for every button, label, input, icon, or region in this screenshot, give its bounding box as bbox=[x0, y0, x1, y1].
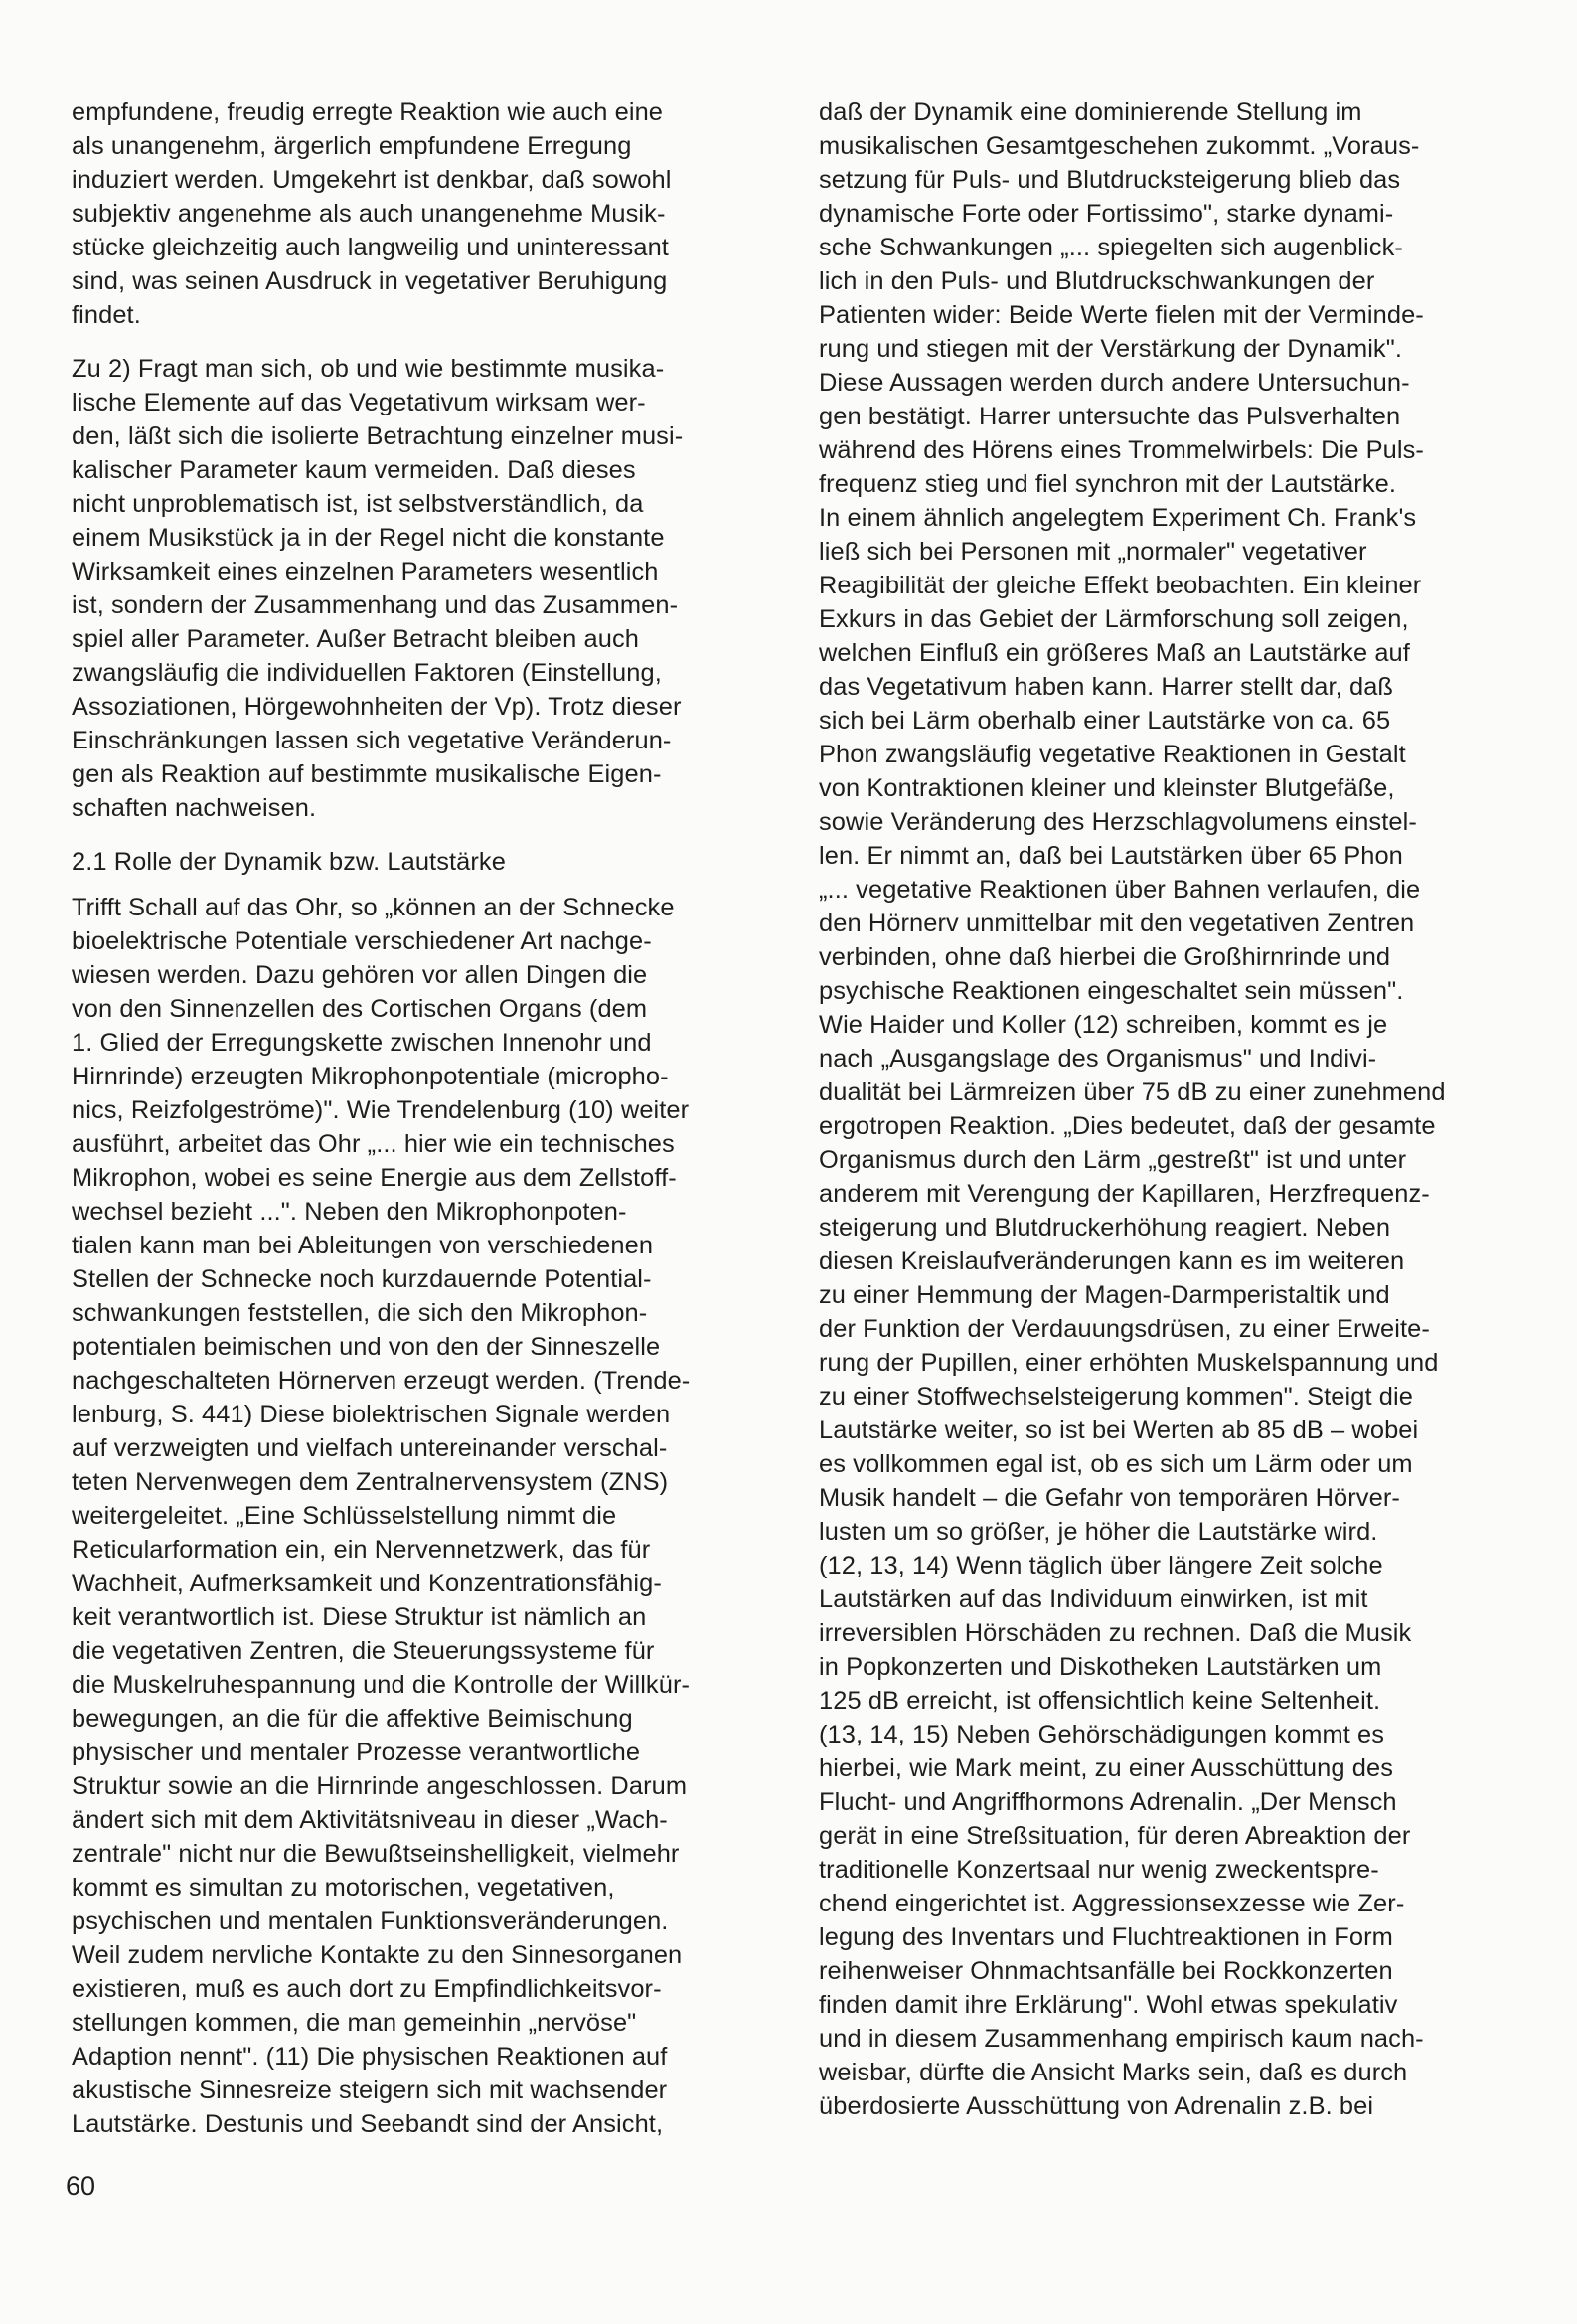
right-paragraph bbox=[819, 95, 1520, 2123]
text-line: wiesen werden. Dazu gehören vor allen Dingen die bbox=[72, 961, 648, 989]
text-line: weisbar, dürfte die Ansicht Marks sein, daß es durch bbox=[819, 2059, 1408, 2086]
text-line: In einem ähnlich angelegtem Experiment Ch. Frank's bbox=[819, 504, 1417, 532]
text-line: findet. bbox=[72, 301, 141, 329]
text-line: (12, 13, 14) Wenn täglich über längere Zeit solche bbox=[819, 1552, 1383, 1579]
text-line: wechsel bezieht ...". Neben den Mikrophonpoten- bbox=[72, 1198, 627, 1226]
text-line: zu einer Hemmung der Magen-Darmperistaltik und bbox=[819, 1281, 1390, 1309]
text-line: Exkurs in das Gebiet der Lärmforschung soll zeigen, bbox=[819, 605, 1409, 633]
text-line: bewegungen, an die für die affektive Beimischung bbox=[72, 1705, 633, 1733]
text-line: psychische Reaktionen eingeschaltet sein müssen". bbox=[819, 977, 1404, 1005]
text-line: zu einer Stoffwechselsteigerung kommen". Steigt die bbox=[819, 1383, 1413, 1411]
text-line: einem Musikstück ja in der Regel nicht die konstante bbox=[72, 524, 665, 552]
paragraph-3 bbox=[72, 891, 765, 2141]
text-line: keit verantwortlich ist. Diese Struktur ist nämlich an bbox=[72, 1603, 647, 1631]
text-line: irreversiblen Hörschäden zu rechnen. Daß die Musik bbox=[819, 1619, 1412, 1647]
text-line: Flucht- und Angriffhormons Adrenalin. „Der Mensch bbox=[819, 1788, 1397, 1816]
text-line: akustische Sinnesreize steigern sich mit wachsender bbox=[72, 2076, 668, 2104]
text-line: Wie Haider und Koller (12) schreiben, kommt es je bbox=[819, 1011, 1388, 1039]
text-line: lische Elemente auf das Vegetativum wirksam wer- bbox=[72, 389, 646, 416]
text-line: in Popkonzerten und Diskotheken Lautstärken um bbox=[819, 1653, 1382, 1681]
text-line: kommt es simultan zu motorischen, vegetativen, bbox=[72, 1874, 615, 1902]
text-line: induziert werden. Umgekehrt ist denkbar, daß sowohl bbox=[72, 166, 672, 194]
text-line: zwangsläufig die individuellen Faktoren (Einstellung, bbox=[72, 659, 662, 687]
text-line: nicht unproblematisch ist, ist selbstverständlich, da bbox=[72, 490, 644, 518]
text-line: stellungen kommen, die man gemeinhin „nervöse" bbox=[72, 2009, 637, 2037]
text-line: setzung für Puls- und Blutdrucksteigerung blieb das bbox=[819, 166, 1401, 194]
text-line: Hirnrinde) erzeugten Mikrophonpotentiale (micropho- bbox=[72, 1063, 669, 1090]
text-line: ändert sich mit dem Aktivitätsniveau in dieser „Wach- bbox=[72, 1806, 668, 1834]
text-line: empfundene, freudig erregte Reaktion wie auch eine bbox=[72, 98, 664, 126]
text-line: dynamische Forte oder Fortissimo", starke dynami- bbox=[819, 200, 1394, 228]
text-line: hierbei, wie Mark meint, zu einer Ausschüttung des bbox=[819, 1754, 1393, 1782]
text-line: ist, sondern der Zusammenhang und das Zusammen- bbox=[72, 591, 679, 619]
text-line: lusten um so größer, je höher die Lautstärke wird. bbox=[819, 1518, 1378, 1546]
text-line: welchen Einfluß ein größeres Maß an Lautstärke auf bbox=[819, 639, 1410, 667]
text-line: von den Sinnenzellen des Cortischen Organs (dem bbox=[72, 995, 648, 1023]
text-line: das Vegetativum haben kann. Harrer stellt dar, daß bbox=[819, 673, 1394, 701]
text-line: len. Er nimmt an, daß bei Lautstärken über 65 Phon bbox=[819, 842, 1403, 870]
text-line: daß der Dynamik eine dominierende Stellung im bbox=[819, 98, 1362, 126]
text-line: sowie Veränderung des Herzschlagvolumens einstel- bbox=[819, 808, 1417, 836]
text-line: nach „Ausgangslage des Organismus" und Indivi- bbox=[819, 1045, 1377, 1073]
text-line: schaften nachweisen. bbox=[72, 794, 317, 822]
text-line: gen bestätigt. Harrer untersuchte das Pulsverhalten bbox=[819, 403, 1401, 430]
text-line: Mikrophon, wobei es seine Energie aus dem Zellstoff- bbox=[72, 1164, 677, 1192]
text-line: ausführt, arbeitet das Ohr „... hier wie ein technisches bbox=[72, 1130, 675, 1158]
text-line: anderem mit Verengung der Kapillaren, Herzfrequenz- bbox=[819, 1180, 1430, 1208]
text-line: Reagibilität der gleiche Effekt beobachten. Ein kleiner bbox=[819, 572, 1422, 599]
text-line: sind, was seinen Ausdruck in vegetativer Beruhigung bbox=[72, 267, 668, 295]
text-line: Diese Aussagen werden durch andere Untersuchun- bbox=[819, 369, 1410, 397]
text-line: subjektiv angenehme als auch unangenehme Musik- bbox=[72, 200, 666, 228]
text-line: (13, 14, 15) Neben Gehörschädigungen kommt es bbox=[819, 1721, 1385, 1748]
text-line: ergotropen Reaktion. „Dies bedeutet, daß der gesamte bbox=[819, 1112, 1436, 1140]
text-line: „... vegetative Reaktionen über Bahnen verlaufen, die bbox=[819, 876, 1421, 904]
text-line: nachgeschalteten Hörnerven erzeugt werden. (Trende- bbox=[72, 1367, 691, 1395]
text-line: finden damit ihre Erklärung". Wohl etwas spekulativ bbox=[819, 1991, 1398, 2019]
right-column bbox=[819, 95, 1520, 2123]
text-line: ließ sich bei Personen mit „normaler" vegetativer bbox=[819, 538, 1367, 566]
text-line: lenburg, S. 441) Diese biolektrischen Signale werden bbox=[72, 1401, 671, 1428]
text-line: Patienten wider: Beide Werte fielen mit der Verminde- bbox=[819, 301, 1424, 329]
text-line: sich bei Lärm oberhalb einer Lautstärke von ca. 65 bbox=[819, 707, 1391, 735]
text-line: Lautstärken auf das Individuum einwirken, ist mit bbox=[819, 1585, 1368, 1613]
text-line: bioelektrische Potentiale verschiedener Art nachge- bbox=[72, 927, 652, 955]
text-line: während des Hörens eines Trommelwirbels: Die Puls- bbox=[819, 436, 1424, 464]
text-line: Organismus durch den Lärm „gestreßt" ist und unter bbox=[819, 1146, 1407, 1174]
text-line: Zu 2) Fragt man sich, ob und wie bestimmte musika- bbox=[72, 355, 665, 383]
text-line: Einschränkungen lassen sich vegetative Veränderun- bbox=[72, 727, 672, 754]
text-line: legung des Inventars und Fluchtreaktionen in Form bbox=[819, 1923, 1393, 1951]
left-column bbox=[72, 95, 765, 2141]
text-line: 1. Glied der Erregungskette zwischen Innenohr und bbox=[72, 1029, 652, 1057]
text-line: Lautstärke. Destunis und Seebandt sind der Ansicht, bbox=[72, 2110, 664, 2138]
text-line: sche Schwankungen „... spiegelten sich augenblick- bbox=[819, 234, 1403, 261]
text-line: rung der Pupillen, einer erhöhten Muskelspannung und bbox=[819, 1349, 1439, 1377]
text-line: lich in den Puls- und Blutdruckschwankungen der bbox=[819, 267, 1375, 295]
text-line: Adaption nennt". (11) Die physischen Reaktionen auf bbox=[72, 2043, 668, 2071]
text-line: stücke gleichzeitig auch langweilig und uninteressant bbox=[72, 234, 669, 261]
text-line: verbinden, ohne daß hierbei die Großhirnrinde und bbox=[819, 943, 1391, 971]
text-line: tialen kann man bei Ableitungen von verschiedenen bbox=[72, 1232, 654, 1259]
text-line: Trifft Schall auf das Ohr, so „können an der Schnecke bbox=[72, 894, 675, 921]
text-line: nics, Reizfolgeströme)". Wie Trendelenburg (10) weiter bbox=[72, 1096, 690, 1124]
text-line: den Hörnerv unmittelbar mit den vegetativen Zentren bbox=[819, 910, 1415, 937]
text-line: rung und stiegen mit der Verstärkung der Dynamik". bbox=[819, 335, 1403, 363]
text-line: Stellen der Schnecke noch kurzdauernde Potential- bbox=[72, 1265, 652, 1293]
text-line: spiel aller Parameter. Außer Betracht bleiben auch bbox=[72, 625, 639, 653]
text-line: chend eingerichtet ist. Aggressionsexzesse wie Zer- bbox=[819, 1890, 1405, 1917]
text-line: steigerung und Blutdruckerhöhung reagiert. Neben bbox=[819, 1214, 1391, 1242]
text-line: gerät in eine Streßsituation, für deren Abreaktion der bbox=[819, 1822, 1411, 1850]
text-line: Wirksamkeit eines einzelnen Parameters wesentlich bbox=[72, 558, 659, 585]
text-line: die vegetativen Zentren, die Steuerungssysteme für bbox=[72, 1637, 655, 1665]
paragraph-1 bbox=[72, 95, 765, 332]
text-line: diesen Kreislaufveränderungen kann es im weiteren bbox=[819, 1247, 1405, 1275]
text-line: auf verzweigten und vielfach untereinander verschal- bbox=[72, 1434, 668, 1462]
text-line: Wachheit, Aufmerksamkeit und Konzentrationsfähig- bbox=[72, 1570, 662, 1597]
text-line: frequenz stieg und fiel synchron mit der Lautstärke. bbox=[819, 470, 1397, 498]
text-line: Phon zwangsläufig vegetative Reaktionen in Gestalt bbox=[819, 741, 1406, 768]
paragraph-2 bbox=[72, 352, 765, 825]
text-line: und in diesem Zusammenhang empirisch kaum nach- bbox=[819, 2025, 1424, 2053]
text-line: schwankungen feststellen, die sich den Mikrophon- bbox=[72, 1299, 648, 1327]
text-line: 125 dB erreicht, ist offensichtlich keine Seltenheit. bbox=[819, 1687, 1381, 1715]
text-line: zentrale" nicht nur die Bewußtseinshelligkeit, vielmehr bbox=[72, 1840, 680, 1868]
text-line: Lautstärke weiter, so ist bei Werten ab 85 dB – wobei bbox=[819, 1416, 1419, 1444]
text-line: Reticularformation ein, ein Nervennetzwerk, das für bbox=[72, 1536, 651, 1564]
text-line: der Funktion der Verdauungsdrüsen, zu einer Erweite- bbox=[819, 1315, 1430, 1343]
text-line: überdosierte Ausschüttung von Adrenalin z.B. bei bbox=[819, 2092, 1374, 2120]
text-line: von Kontraktionen kleiner und kleinster Blutgefäße, bbox=[819, 774, 1395, 802]
text-line: die Muskelruhespannung und die Kontrolle der Willkür- bbox=[72, 1671, 691, 1699]
text-line: dualität bei Lärmreizen über 75 dB zu einer zunehmend bbox=[819, 1079, 1446, 1106]
text-line: musikalischen Gesamtgeschehen zukommt. „Voraus- bbox=[819, 132, 1420, 160]
text-line: Weil zudem nervliche Kontakte zu den Sinnesorganen bbox=[72, 1941, 683, 1969]
text-line: Assoziationen, Hörgewohnheiten der Vp). Trotz dieser bbox=[72, 693, 682, 721]
page-number: 60 bbox=[66, 2171, 96, 2201]
text-line: traditionelle Konzertsaal nur wenig zweckentspre- bbox=[819, 1856, 1379, 1884]
text-line: als unangenehm, ärgerlich empfundene Erregung bbox=[72, 132, 632, 160]
text-line: weitergeleitet. „Eine Schlüsselstellung nimmt die bbox=[72, 1502, 617, 1530]
text-line: es vollkommen egal ist, ob es sich um Lärm oder um bbox=[819, 1450, 1413, 1478]
text-line: den, läßt sich die isolierte Betrachtung einzelner musi- bbox=[72, 422, 684, 450]
text-line: physischer und mentaler Prozesse verantwortliche bbox=[72, 1739, 641, 1766]
text-line: potentialen beimischen und von den der Sinneszelle bbox=[72, 1333, 661, 1361]
text-line: existieren, muß es auch dort zu Empfindlichkeitsvor- bbox=[72, 1975, 662, 2003]
text-line: teten Nervenwegen dem Zentralnervensystem (ZNS) bbox=[72, 1468, 669, 1496]
section-heading: 2.1 Rolle der Dynamik bzw. Lautstärke bbox=[72, 848, 506, 876]
text-line: Musik handelt – die Gefahr von temporären Hörver- bbox=[819, 1484, 1400, 1512]
text-line: gen als Reaktion auf bestimmte musikalische Eigen- bbox=[72, 760, 662, 788]
text-line: psychischen und mentalen Funktionsveränderungen. bbox=[72, 1908, 669, 1935]
text-line: kalischer Parameter kaum vermeiden. Daß dieses bbox=[72, 456, 636, 484]
text-line: Struktur sowie an die Hirnrinde angeschlossen. Darum bbox=[72, 1772, 688, 1800]
text-line: reihenweiser Ohnmachtsanfälle bei Rockkonzerten bbox=[819, 1957, 1393, 1985]
